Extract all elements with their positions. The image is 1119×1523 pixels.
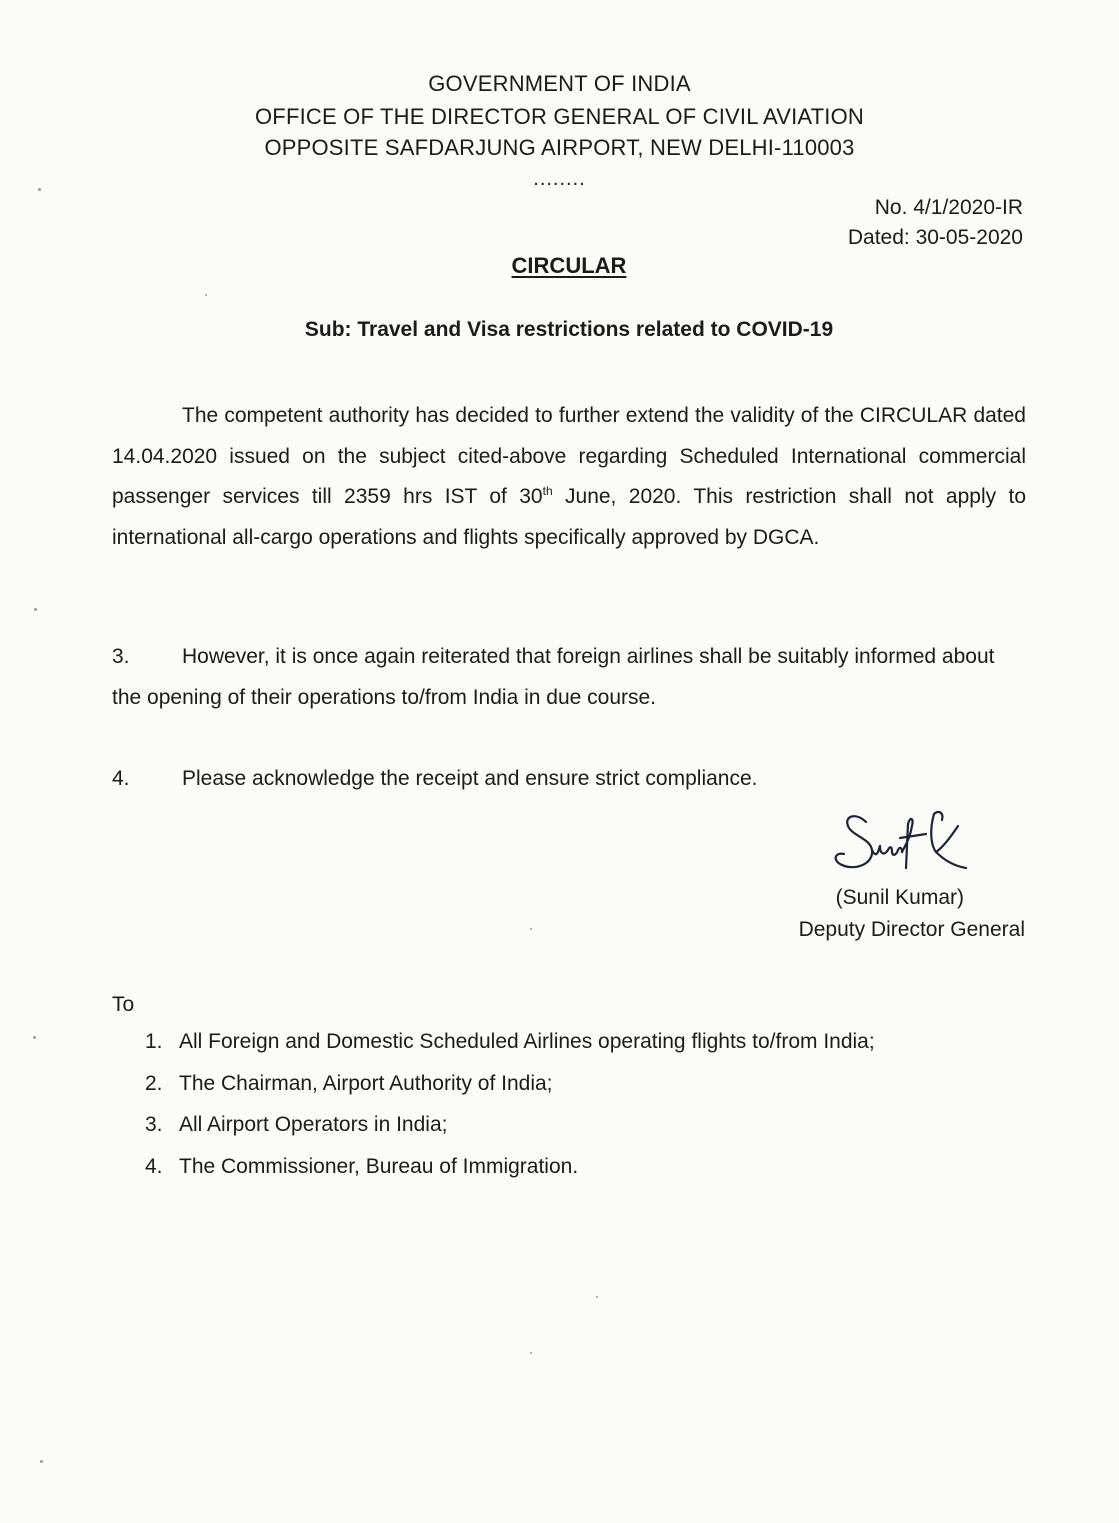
- recipient-item: [145, 1030, 875, 1072]
- reference-date: Dated: 30-05-2020: [847, 226, 1023, 249]
- to-label: To: [112, 993, 135, 1016]
- reference-number: No. 4/1/2020-IR: [874, 196, 1023, 219]
- recipient-list: [145, 1030, 875, 1196]
- document-title: [0, 253, 1119, 279]
- recipient-text: All Foreign and Domestic Scheduled Airlines operating flights to/from India;: [179, 1030, 875, 1053]
- handwritten-signature: [826, 808, 986, 886]
- recipient-item: [145, 1072, 875, 1114]
- scan-speck: [34, 608, 37, 611]
- header-government: GOVERNMENT OF INDIA: [428, 71, 691, 96]
- paragraph-1-superscript: th: [542, 484, 553, 498]
- paragraph-4: [112, 759, 1026, 800]
- header-separator: ........: [533, 168, 586, 190]
- paragraph-3-number: 3.: [112, 645, 130, 668]
- scan-speck: [40, 1460, 43, 1463]
- paragraph-4-number: 4.: [112, 767, 130, 790]
- recipient-item: [145, 1113, 875, 1155]
- signatory-name: (Sunil Kumar): [835, 886, 964, 909]
- recipient-item: [145, 1155, 875, 1197]
- paragraph-1-text-b: June, 2020. This restriction shall not apply to international all-cargo operations and flights specifically approved by DGCA.: [112, 485, 1027, 549]
- header-office: OFFICE OF THE DIRECTOR GENERAL OF CIVIL AVIATION: [255, 104, 864, 129]
- recipient-text: The Commissioner, Bureau of Immigration.: [179, 1154, 579, 1178]
- recipient-text: All Airport Operators in India;: [179, 1113, 448, 1136]
- header-address: OPPOSITE SAFDARJUNG AIRPORT, NEW DELHI-110003: [264, 135, 855, 160]
- paragraph-1: [112, 396, 1026, 558]
- scan-speck: [530, 928, 532, 930]
- scan-speck: [33, 1036, 36, 1039]
- recipient-number: 1.: [145, 1030, 163, 1053]
- recipient-number: 4.: [145, 1154, 163, 1178]
- paragraph-4-text: Please acknowledge the receipt and ensure strict compliance.: [182, 767, 758, 790]
- recipient-number: 2.: [145, 1071, 163, 1095]
- subject-line: Sub: Travel and Visa restrictions related to COVID-19: [304, 318, 834, 341]
- scan-speck: [530, 1352, 532, 1354]
- paragraph-3: [112, 637, 1026, 718]
- scan-speck: [38, 188, 41, 191]
- scan-speck: [596, 1296, 598, 1298]
- document-title-text: CIRCULAR: [511, 253, 627, 278]
- paragraph-3-text: However, it is once again reiterated that foreign airlines shall be suitably informed about the opening of their operations to/from India in due course.: [112, 645, 995, 709]
- recipient-text: The Chairman, Airport Authority of India;: [179, 1071, 553, 1095]
- paragraph-1-text-a: The competent authority has decided to further extend the validity of the CIRCULAR dated 14.04.2020 issued on the subject cited-above regarding Scheduled International commercial passenger services till 2359 hrs IST of 30: [112, 404, 1026, 508]
- recipient-number: 3.: [145, 1113, 163, 1136]
- scan-speck: [205, 294, 207, 296]
- signatory-designation: Deputy Director General: [798, 918, 1025, 941]
